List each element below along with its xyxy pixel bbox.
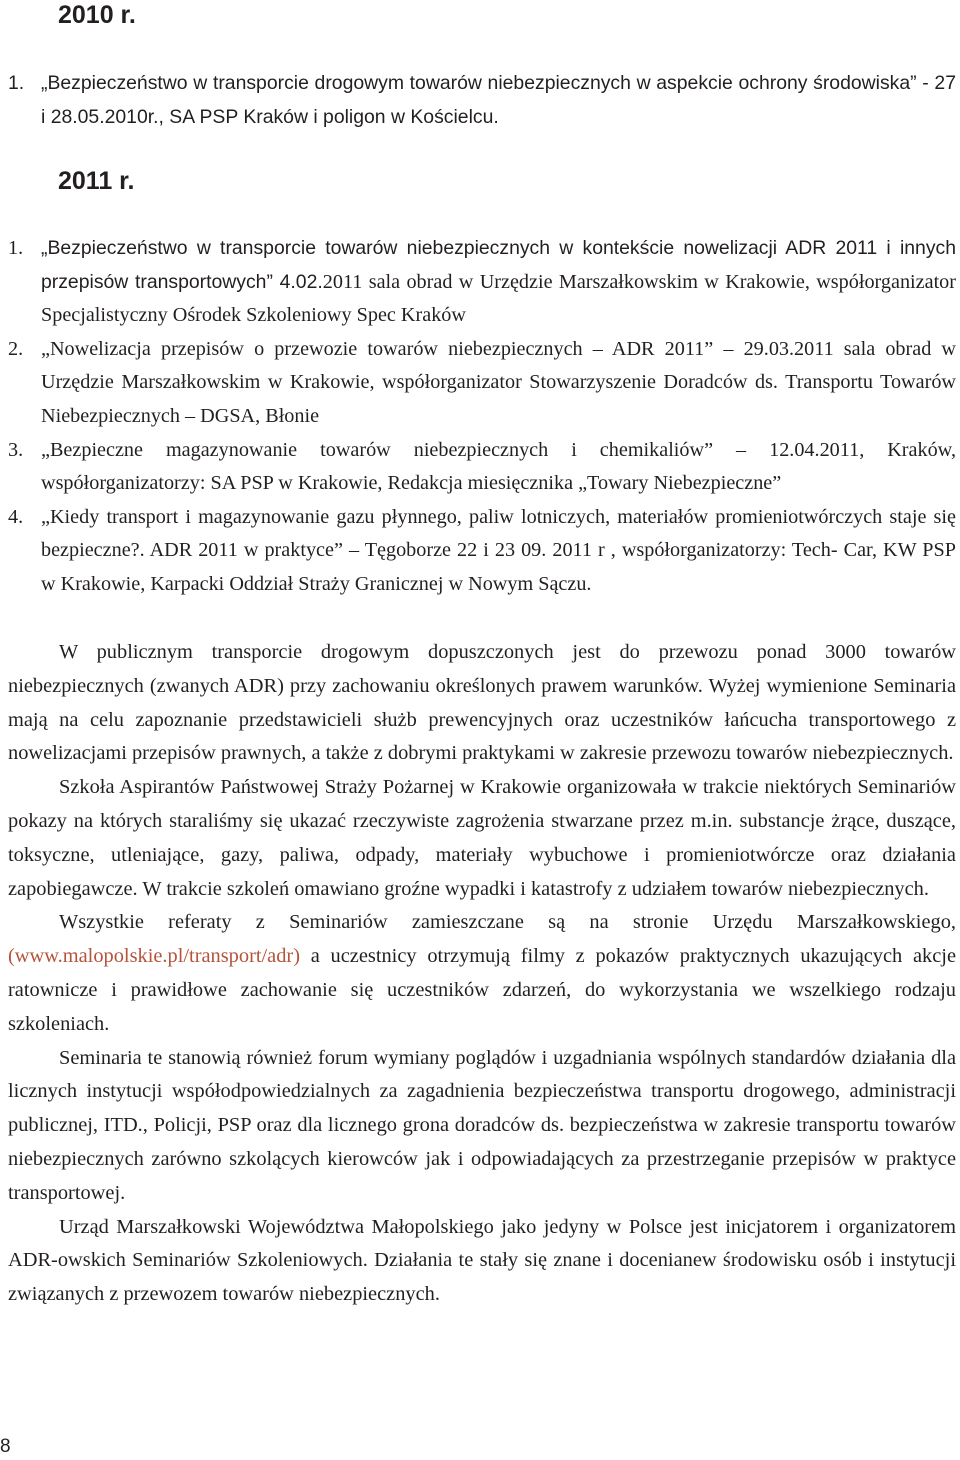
list-item-text: 2011 sala obrad w Urzędzie Marszałkowskim w Krakowie, współorganizator Specjalistyczny Ośrodek Szkoleniowy Spec Kraków bbox=[41, 270, 957, 327]
list-item-text: „Bezpieczeństwo w transporcie drogowym towarów niebezpiecznych w aspekcie ochrony środowiska” - 27 i 28.05.2010r., SA PSP Kraków i poligon w Kościelcu. bbox=[41, 72, 956, 128]
seminar-list-2010 bbox=[8, 67, 956, 134]
list-item-number: 3. bbox=[8, 438, 24, 461]
list-item-number: 4. bbox=[8, 505, 24, 528]
website-link[interactable]: (www.malopolskie.pl/transport/adr) bbox=[8, 945, 301, 968]
list-item-number: 2. bbox=[8, 337, 24, 360]
paragraph-text: Wszystkie referaty z Seminariów zamieszczane są na stronie Urzędu Marszałkowskiego, bbox=[59, 911, 956, 934]
list-item bbox=[8, 501, 956, 602]
paragraph: Urząd Marszałkowski Województwa Małopolskiego jako jedyny w Polsce jest inicjatorem i organizatorem ADR-owskich Seminariów Szkoleniowych. Działania te stały się znane i docenianew środowisku osób i instytucji związanych z przewozem towarów niebezpiecznych. bbox=[8, 1215, 956, 1306]
paragraph-text: a uczestnicy otrzymują filmy z pokazów praktycznych ukazujących akcje ratownicze i prawidłowe zachowanie się uczestników zdarzeń, do wykorzystania we wszelkiego rodzaju szkoleniach. bbox=[8, 945, 956, 1035]
paragraph: Szkoła Aspirantów Państwowej Straży Pożarnej w Krakowie organizowała w trakcie niektórych Seminariów pokazy na których staraliśmy się ukazać rzeczywiste zagrożenia stwarzane przez m.in. substancje żrące, duszące, toksyczne, utleniające, gazy, paliwa, odpady, materiały wybuchowe i promieniotwórcze oraz działania zapobiegawcze. W trakcie szkoleń omawiano groźne wypadki i katastrofy z udziałem towarów niebezpiecznych. bbox=[8, 776, 956, 900]
list-item bbox=[8, 333, 956, 434]
list-item-text: „Kiedy transport i magazynowanie gazu płynnego, paliw lotniczych, materiałów promieniotwórczych staje się bezpieczne?. ADR 2011 w praktyce” – Tęgoborze 22 i 23 09. 2011 r , współorganizatorzy: Tech- Car, KW PSP w Krakowie, Karpacki Oddział Straży Granicznej w Nowym Sączu. bbox=[41, 505, 956, 595]
list-item-text: „Nowelizacja przepisów o przewozie towarów niebezpiecznych – ADR 2011” – 29.03.2011 sala obrad w Urzędzie Marszałkowskim w Krakowie, współorganizator Stowarzyszenie Doradców ds. Transportu Towarów Niebezpiecznych – DGSA, Błonie bbox=[41, 337, 956, 427]
list-item bbox=[8, 232, 956, 333]
body-text bbox=[8, 636, 956, 1312]
paragraph: Seminaria te stanowią również forum wymiany poglądów i uzgadniania wspólnych standardów działania dla licznych instytucji współodpowiedzialnych za zagadnienia bezpieczeństwa transportu drogowego, administracji publicznej, ITD., Policji, PSP oraz dla licznego grona doradców ds. bezpieczeństwa w zakresie transportu towarów niebezpiecznych zarówno szkolących kierowców jak i odpowiadających za przestrzeganie przepisów w praktyce transportowej. bbox=[8, 1046, 956, 1204]
paragraph: W publicznym transporcie drogowym dopuszczonych jest do przewozu ponad 3000 towarów niebezpiecznych (zwanych ADR) przy zachowaniu określonych prawem warunków. Wyżej wymienione Seminaria mają na celu zapoznanie przedstawicieli służb prewencyjnych oraz uczestników łańcucha transportowego z nowelizacjami przepisów prawnych, a także z dobrymi praktykami w zakresie przewozu towarów niebezpiecznych. bbox=[8, 641, 956, 765]
list-item-lead: „Bezpieczeństwo w transporcie towarów niebezpiecznych w kontekście nowelizacji ADR 2011 i innych przepisów transportowych” 4.02. bbox=[41, 237, 956, 293]
seminar-list-2011 bbox=[8, 232, 956, 602]
list-item-number: 1. bbox=[8, 237, 24, 259]
paragraph bbox=[8, 906, 956, 1041]
heading-2010: 2010 r. bbox=[58, 1, 136, 29]
list-item bbox=[8, 434, 956, 501]
list-item-number: 1. bbox=[8, 72, 25, 94]
list-item-text: „Bezpieczne magazynowanie towarów niebezpiecznych i chemikaliów” – 12.04.2011, Kraków, współorganizatorzy: SA PSP w Krakowie, Redakcja miesięcznika „Towary Niebezpieczne” bbox=[41, 438, 956, 495]
heading-2011: 2011 r. bbox=[58, 167, 135, 195]
list-item bbox=[8, 67, 956, 134]
page-number: 8 bbox=[0, 1436, 11, 1457]
